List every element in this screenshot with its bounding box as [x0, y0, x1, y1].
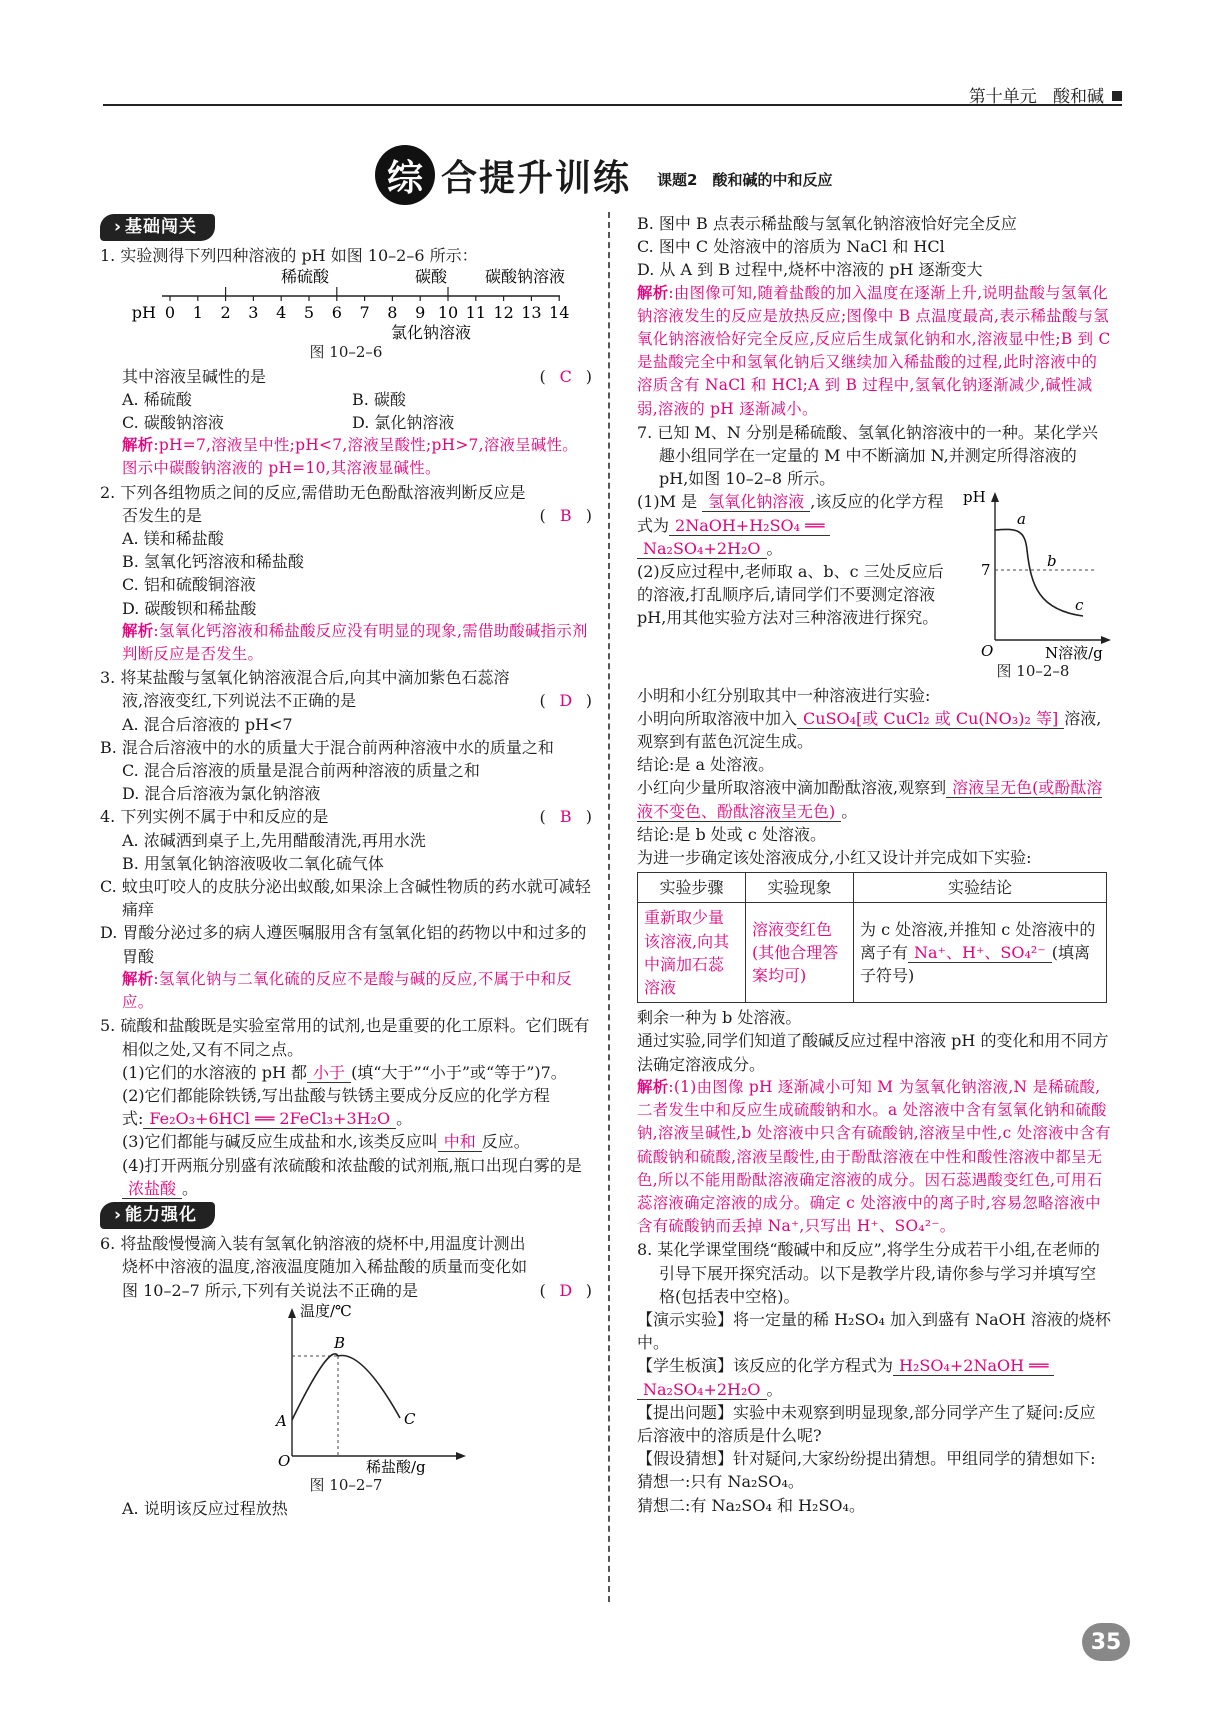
square-icon: [1112, 91, 1122, 101]
ph-tick-label: 4: [276, 303, 287, 323]
column-divider: [608, 212, 610, 1602]
fig8-point-b: b: [1047, 552, 1057, 571]
table-cell-phen: 溶液变红色(其他合理答案均可): [746, 903, 854, 1003]
q7-part-3: 小明和小红分别取其中一种溶液进行实验:: [637, 685, 931, 705]
q7-analysis: 解析:(1)由图像 pH 逐渐减小可知 M 为氢氧化钠溶液,N 是稀硫酸,二者发生中和反应生成硫酸钠和水。a 处溶液中含有氢氧化钠和硫酸钠,溶液呈碱性,b 处溶液中只含有硫酸钠,溶液呈中性,c 处溶液中含有硫酸钠和硫酸,溶液呈酸性,由于酚酞溶液在中性和酸性溶液中都呈无色,所以不能用酚酞溶液确定溶液的成分。因石蕊遇酸变红色,可用石蕊溶液确定溶液的成分。确定 c 处溶液中的离子时,容易忽略溶液中含有硫酸钠而丢掉 Na⁺,只写出 H⁺、SO₄²⁻。: [637, 1077, 1111, 1236]
fig8-curve: [995, 530, 1083, 617]
q6-stem: 6. 将盐酸慢慢滴入装有氢氧化钠溶液的烧杯中,用温度计测出: [100, 1234, 526, 1254]
page-header: [103, 82, 1122, 106]
question-7: [637, 421, 1111, 1238]
q1-answer: C: [559, 366, 572, 386]
ph-axis-label: pH: [131, 303, 156, 323]
q7-part-10: 通过实验,同学们知道了酸碱反应过程中溶液 pH 的变化和用不同方法确定溶液成分。: [637, 1031, 1109, 1074]
q1-stem: 1. 实验测得下列四种溶液的 pH 如图 10–2–6 所示：: [100, 246, 478, 266]
q7-stem: 7. 已知 M、N 分别是稀硫酸、氢氧化钠溶液中的一种。某化学兴趣小组同学在一定量的 M 中不断滴加 N,并测定所得溶液的 pH,如图 10–2–8 所示。: [637, 422, 1098, 489]
q3-option-d: D. 混合后溶液为氯化钠溶液: [122, 784, 321, 804]
q2-stem: 2. 下列各组物质之间的反应,需借助无色酚酞溶液判断反应是: [100, 482, 526, 502]
q2-analysis: 解析:氢氧化钙溶液和稀盐酸反应没有明显的现象,需借助酸碱指示剂判断反应是否发生。: [122, 621, 588, 664]
fig8-seven-label: 7: [981, 561, 991, 580]
title-subtitle: 课题2 酸和碱的中和反应: [657, 170, 833, 189]
question-5: [100, 1014, 592, 1200]
q7-part-8: 为进一步确定该处溶液成分,小红又设计并完成如下实验:: [637, 848, 1032, 868]
q5-answer-3: 中和: [438, 1132, 482, 1152]
q8-stem: 8. 某化学课堂围绕“酸碱中和反应”,将学生分成若干小组,在老师的引导下展开探究活动。以下是教学片段,请你参与学习并填写空格(包括表中空格)。: [637, 1240, 1100, 1306]
q1-analysis: 解析:pH=7,溶液呈中性;pH<7,溶液呈酸性;pH>7,溶液呈碱性。图示中碳酸钠溶液的 pH=10,其溶液显碱性。: [122, 436, 578, 478]
q2-option-d: D. 碳酸钡和稀盐酸: [122, 598, 257, 618]
q2-option-c: C. 铝和硫酸铜溶液: [122, 575, 256, 595]
question-6: [100, 1232, 592, 1520]
fig-10-2-7-caption: 图 10–2–7: [309, 1475, 383, 1494]
fig8-y-label: pH: [963, 488, 986, 507]
q5-answer-2: Fe₂O₃+6HCl ══ 2FeCl₃+3H₂O: [143, 1109, 396, 1129]
q6-analysis: 解析:由图像可知,随着盐酸的加入温度在逐渐上升,说明盐酸与氢氧化钠溶液发生的反应是放热反应;图像中 B 点温度最高,表示稀盐酸与氢氧化钠溶液恰好完全反应,反应后生成氯化钠和水,溶液显中性;B 到 C 是盐酸完全中和氢氧化钠后又继续加入稀盐酸的过程,此时溶液中的溶质含有 NaCl 和 HCl;A 到 B 过程中,氢氧化钠逐渐减少,碱性减弱,溶液的 pH 逐渐减小。: [637, 283, 1111, 418]
experiment-table: [637, 872, 1107, 1003]
q7-part-6: 小红向少量所取溶液中滴加酚酞溶液,观察到 溶液呈无色(或酚酞溶液不变色、酚酞溶液呈无色) 。: [637, 778, 1103, 821]
ph-tick-label: 14: [549, 303, 570, 323]
q4-option-d: D. 胃酸分泌过多的病人遵医嘱服用含有氢氧化铝的药物以中和过多的胃酸: [100, 923, 587, 966]
ph-tick-label: 1: [192, 303, 203, 323]
fig7-origin: O: [278, 1451, 291, 1470]
fig7-curve: [292, 1354, 400, 1420]
q3-answer: D: [559, 691, 573, 711]
q8-answer-eq1: H₂SO₄+2NaOH ══: [893, 1356, 1054, 1376]
q1-option-b: B. 碳酸: [352, 389, 406, 409]
question-4: [100, 805, 592, 1014]
q3-stem: 3. 将某盐酸与氢氧化钠溶液混合后,向其中滴加紫色石蕊溶: [100, 668, 510, 688]
fig7-x-label: 稀盐酸/g: [366, 1457, 426, 1476]
ph-label-carbonic: 碳酸: [414, 267, 448, 287]
q1-option-a: A. 稀硫酸: [122, 389, 192, 409]
ph-curve-figure: [955, 488, 1111, 663]
q5-answer-1: 小于: [307, 1063, 351, 1083]
ph-tick-label: 12: [493, 303, 514, 323]
q4-answer: B: [559, 807, 572, 827]
ph-tick-label: 11: [465, 303, 486, 323]
q6-option-d: D. 从 A 到 B 过程中,烧杯中溶液的 pH 逐渐变大: [637, 260, 983, 280]
question-8: [637, 1238, 1111, 1516]
right-column: [637, 212, 1111, 1517]
q2-answer: B: [559, 505, 572, 525]
q4-option-c: C. 蚊虫叮咬人的皮肤分泌出蚁酸,如果涂上含碱性物质的药水就可减轻痛痒: [100, 877, 591, 920]
q7-part-9: 剩余一种为 b 处溶液。: [637, 1008, 802, 1028]
table-cell-step: 重新取少量该溶液,向其中滴加石蕊溶液: [638, 903, 746, 1003]
q7-part-7: 结论:是 b 处或 c 处溶液。: [637, 824, 826, 844]
ph-tick-label: 5: [303, 303, 315, 323]
table-header-concl: 实验结论: [854, 873, 1107, 903]
q2-stem-cont: 否发生的是 ( B ): [100, 504, 592, 527]
q3-stem-cont: 液,溶液变红,下列说法不正确的是 ( D ): [100, 689, 592, 712]
q8-question: 【提出问题】实验中未观察到明显现象,部分同学产生了疑问:反应后溶液中的溶质是什么呢?: [637, 1402, 1096, 1445]
q7-answer-eq1: 2NaOH+H₂SO₄ ══: [669, 516, 830, 536]
q8-guess-2: 猜想二:有 Na₂SO₄ 和 H₂SO₄。: [637, 1495, 865, 1515]
table-header-phen: 实验现象: [746, 873, 854, 903]
ph-tick-label: 8: [387, 303, 398, 323]
q7-answer-6: 溶液呈无色(或酚酞溶液不变色、酚酞溶液呈无色): [637, 778, 1103, 821]
fig8-origin: O: [981, 642, 994, 661]
q4-option-b: B. 用氢氧化钠溶液吸收二氧化硫气体: [122, 853, 384, 873]
q6-stem-cont2: 图 10–2–7 所示,下列有关说法不正确的是 ( D ): [100, 1279, 592, 1302]
page-number: 35: [1082, 1623, 1130, 1661]
ph-scale-figure: [100, 267, 592, 341]
ph-label-nacl: 氯化钠溶液: [390, 323, 472, 343]
fig-10-2-8-caption: 图 10–2–8: [996, 662, 1070, 681]
table-header-step: 实验步骤: [638, 873, 746, 903]
ph-tick-label: 0: [164, 303, 176, 323]
q5-answer-4: 浓盐酸: [122, 1179, 182, 1199]
left-column: [100, 212, 592, 1520]
fig8-x-label: N溶液/g: [1045, 644, 1103, 663]
topic-label: 酸和碱: [1053, 87, 1104, 107]
q1-option-c: C. 碳酸钠溶液: [122, 413, 224, 433]
fig8-point-c: c: [1075, 596, 1084, 615]
q4-stem: 4. 下列实例不属于中和反应的是 ( B ): [100, 805, 592, 828]
q6-option-c: C. 图中 C 处溶液中的溶质为 NaCl 和 HCl: [637, 237, 945, 257]
table-cell-concl: 为 c 处溶液,并推知 c 处溶液中的离子有 Na⁺、H⁺、SO₄²⁻ (填离子符号): [854, 903, 1107, 1003]
fig7-point-c: C: [404, 1409, 416, 1428]
q2-option-b: B. 氢氧化钙溶液和稀盐酸: [122, 552, 304, 572]
q3-option-b: B. 混合后溶液中的水的质量大于混合前两种溶液中水的质量之和: [100, 737, 554, 757]
q7-part-4: 小明向所取溶液中加入 CuSO₄[或 CuCl₂ 或 Cu(NO₃)₂ 等] 溶液,观察到有蓝色沉淀生成。: [637, 708, 1102, 752]
q1-option-d: D. 氯化钠溶液: [352, 413, 455, 433]
ph-tick-label: 2: [220, 303, 231, 323]
q4-analysis: 解析:氢氧化钠与二氧化硫的反应不是酸与碱的反应,不属于中和反应。: [122, 969, 573, 1012]
ph-label-carbonate: 碳酸钠溶液: [484, 267, 566, 287]
title-main: 合提升训练: [441, 157, 632, 199]
q5-part-3: (3)它们都能与碱反应生成盐和水,该类反应叫 中和 反应。: [122, 1132, 530, 1152]
temperature-curve-figure: [100, 1301, 592, 1476]
q1-question: 其中溶液呈碱性的是 ( C ): [100, 365, 592, 388]
ph-tick-label: 3: [248, 303, 259, 323]
q7-answer-1: 氢氧化钠溶液: [702, 492, 810, 512]
q7-part-1: (1)M 是 氢氧化钠溶液 ,该反应的化学方程式为 2NaOH+H₂SO₄ ══ Na₂SO₄+2H₂O 。: [637, 492, 944, 558]
q5-stem: 5. 硫酸和盐酸既是实验室常用的试剂,也是重要的化工原料。它们既有相似之处,又有不同之点。: [100, 1016, 590, 1059]
q5-part-4: (4)打开两瓶分别盛有浓硫酸和浓盐酸的试剂瓶,瓶口出现白雾的是浓盐酸 。: [122, 1155, 582, 1198]
ph-tick-label: 7: [359, 303, 370, 323]
page-title: [375, 145, 832, 205]
question-1: [100, 244, 592, 480]
fig8-point-a: a: [1017, 510, 1026, 529]
ph-tick-label: 13: [521, 303, 542, 323]
q7-answer-4: CuSO₄[或 CuCl₂ 或 Cu(NO₃)₂ 等]: [797, 709, 1064, 729]
fig7-point-b: B: [334, 1333, 346, 1352]
q3-option-a: A. 混合后溶液的 pH<7: [122, 714, 293, 734]
q6-option-a: A. 说明该反应过程放热: [122, 1498, 288, 1518]
fig-10-2-6-caption: 图 10–2–6: [309, 343, 383, 362]
question-3: [100, 666, 592, 805]
section-ability: › 能力强化: [100, 1202, 215, 1229]
q7-answer-eq2: Na₂SO₄+2H₂O: [637, 539, 767, 559]
section-basic: › 基础闯关: [100, 214, 215, 241]
fig7-y-label: 温度/℃: [300, 1301, 352, 1320]
q2-option-a: A. 镁和稀盐酸: [122, 529, 224, 549]
q8-hypothesis: 【假设猜想】针对疑问,大家纷纷提出猜想。甲组同学的猜想如下:: [637, 1449, 1096, 1469]
q8-demo: 【演示实验】将一定量的稀 H₂SO₄ 加入到盛有 NaOH 溶液的烧杯中。: [637, 1309, 1111, 1353]
q3-option-c: C. 混合后溶液的质量是混合前两种溶液的质量之和: [122, 761, 480, 781]
q6-stem-cont: 烧杯中溶液的温度,溶液温度随加入稀盐酸的质量而变化如: [122, 1257, 528, 1277]
ph-label-sulfuric: 稀硫酸: [280, 267, 330, 287]
q7-part-2: (2)反应过程中,老师取 a、b、c 三处反应后的溶液,打乱顺序后,请同学们不要测定溶液 pH,用其他实验方法对三种溶液进行探究。: [637, 562, 944, 628]
ph-tick-label: 10: [437, 303, 459, 323]
q5-part-1: (1)它们的水溶液的 pH 都 小于 (填“大于”“小于”或“等于”)7。: [122, 1062, 567, 1082]
q7-part-5: 结论:是 a 处溶液。: [637, 755, 775, 775]
q8-answer-eq2: Na₂SO₄+2H₂O: [637, 1380, 767, 1400]
q4-option-a: A. 浓碱洒到桌子上,先用醋酸清洗,再用水洗: [122, 830, 426, 850]
q6-option-b: B. 图中 B 点表示稀盐酸与氢氧化钠溶液恰好完全反应: [637, 214, 1017, 233]
q6-answer: D: [559, 1280, 573, 1300]
q8-guess-1: 猜想一:只有 Na₂SO₄。: [637, 1472, 804, 1492]
q7-answer-ions: Na⁺、H⁺、SO₄²⁻: [908, 943, 1052, 963]
question-2: [100, 481, 592, 667]
q7-part1-block: [637, 490, 1111, 683]
ph-tick-label: 9: [415, 303, 426, 323]
unit-label: 第十单元: [968, 87, 1037, 107]
fig7-point-a: A: [276, 1411, 287, 1430]
q5-part-2: (2)它们都能除铁锈,写出盐酸与铁锈主要成分反应的化学方程式: Fe₂O₃+6HCl ══ 2FeCl₃+3H₂O 。: [122, 1085, 550, 1129]
title-badge: 综: [375, 145, 435, 205]
ph-tick-label: 6: [331, 303, 342, 323]
q8-board: 【学生板演】该反应的化学方程式为 H₂SO₄+2NaOH ══ Na₂SO₄+2H₂O 。: [637, 1354, 1111, 1400]
